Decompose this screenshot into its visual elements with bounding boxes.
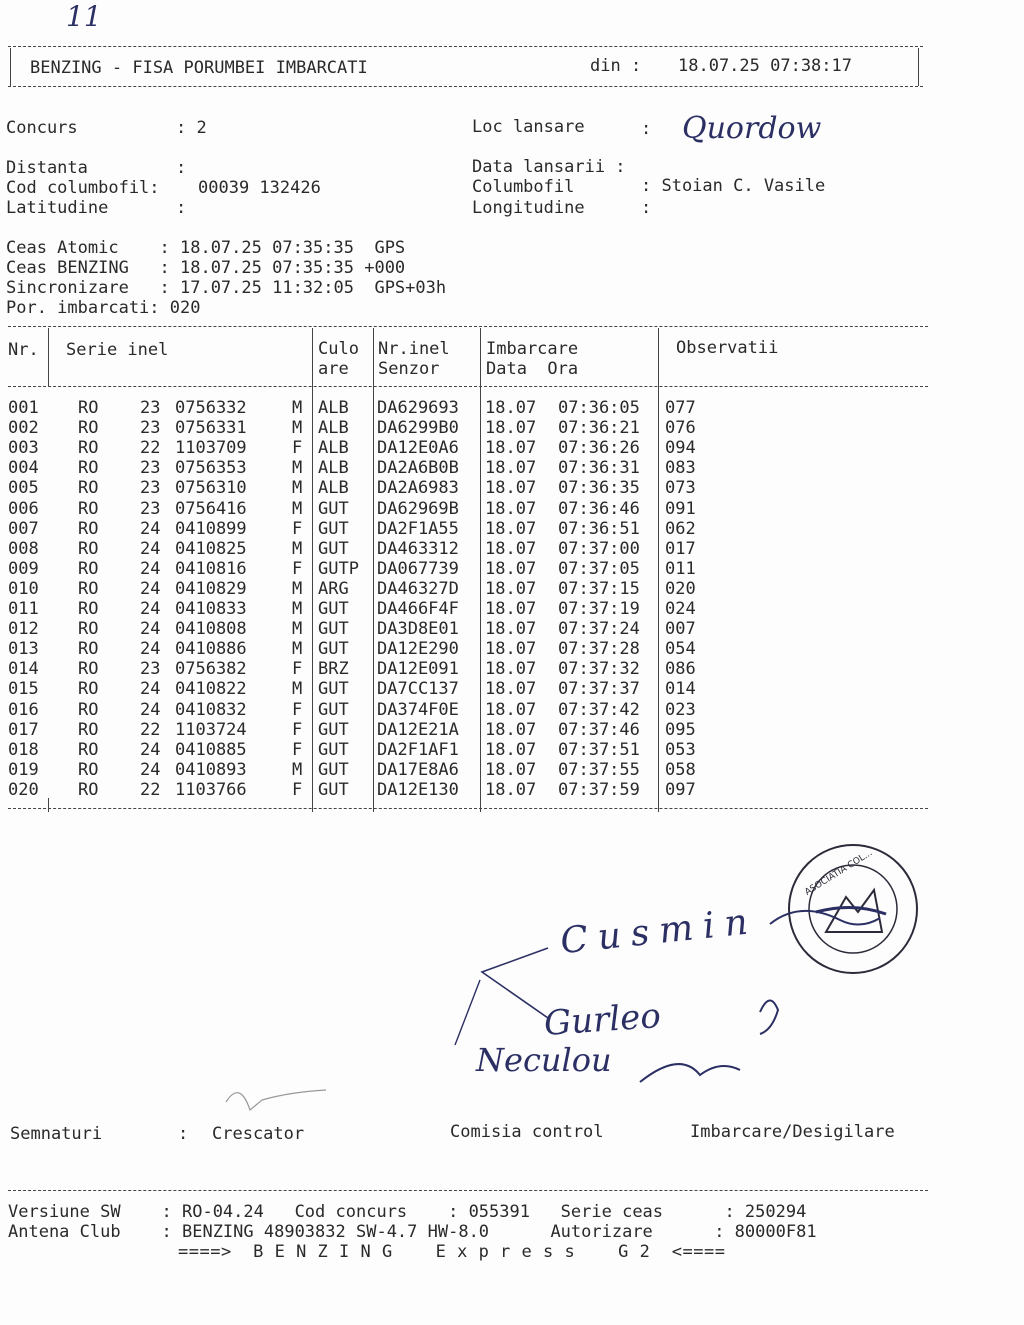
row-color: ALB: [318, 478, 349, 499]
row-sex: F: [292, 779, 303, 800]
row-country: RO: [78, 398, 99, 418]
row-nr: 006: [8, 498, 39, 519]
row-time: 07:37:28: [558, 639, 640, 660]
row-country: RO: [78, 418, 99, 439]
table-row: [0, 579, 960, 599]
row-observatii: 007: [665, 619, 696, 640]
row-country: RO: [78, 759, 99, 780]
row-color: GUT: [318, 538, 349, 559]
table-row: [0, 519, 960, 539]
col-header-observatii: Observatii: [676, 338, 779, 358]
row-observatii: 097: [665, 779, 696, 800]
row-date: 18.07: [485, 699, 537, 720]
row-sex: M: [292, 498, 303, 519]
col-header-culoare-1: Culo: [318, 339, 359, 359]
row-ring-number: 0410825: [175, 538, 247, 559]
row-year: 24: [140, 558, 161, 579]
row-nr: 007: [8, 518, 39, 539]
row-color: GUT: [318, 699, 349, 720]
footer-line-1: Versiune SW : RO-04.24 Cod concurs : 055391 Serie ceas : 250294: [8, 1202, 807, 1222]
row-nr: 016: [8, 699, 39, 720]
por-imbarcati: Por. imbarcati: 020: [6, 298, 201, 318]
row-sensor: DA3D8E01: [377, 619, 459, 640]
row-sensor: DA62969B: [377, 498, 459, 519]
row-observatii: 062: [665, 518, 696, 539]
row-date: 18.07: [485, 438, 537, 459]
table-row: [0, 659, 960, 679]
row-nr: 020: [8, 779, 39, 800]
row-year: 24: [140, 739, 161, 760]
row-sensor: DA374F0E: [377, 699, 459, 720]
row-nr: 011: [8, 599, 39, 619]
latitudine-label: Latitudine: [6, 198, 109, 218]
table-row: [0, 478, 960, 498]
signature-cusmin: Cusmin: [558, 900, 760, 963]
row-observatii: 054: [665, 639, 696, 660]
row-country: RO: [78, 719, 99, 740]
row-country: RO: [78, 438, 99, 459]
row-date: 18.07: [485, 599, 537, 619]
row-country: RO: [78, 739, 99, 760]
row-sex: M: [292, 578, 303, 599]
table-row: [0, 679, 960, 699]
table-row: [0, 599, 960, 619]
row-sex: M: [292, 759, 303, 780]
row-year: 23: [140, 478, 161, 499]
row-color: ALB: [318, 418, 349, 439]
col-header-data-ora: Data Ora: [486, 359, 579, 379]
row-country: RO: [78, 518, 99, 539]
row-color: ALB: [318, 458, 349, 479]
row-sex: M: [292, 458, 303, 479]
row-year: 22: [140, 719, 161, 740]
row-sensor: DA067739: [377, 558, 459, 579]
row-color: GUT: [318, 599, 349, 619]
semnaturi-sep: :: [178, 1124, 189, 1144]
table-row: [0, 740, 960, 760]
row-time: 07:37:00: [558, 538, 640, 559]
row-country: RO: [78, 659, 99, 680]
row-year: 24: [140, 679, 161, 700]
row-time: 07:36:46: [558, 498, 640, 519]
row-observatii: 073: [665, 478, 696, 499]
row-year: 22: [140, 779, 161, 800]
table-row: [0, 760, 960, 780]
row-time: 07:36:26: [558, 438, 640, 459]
association-stamp: [786, 842, 920, 976]
row-time: 07:36:21: [558, 418, 640, 439]
table-row: [0, 458, 960, 478]
row-sensor: DA12E130: [377, 779, 459, 800]
row-ring-number: 0756416: [175, 498, 247, 519]
row-date: 18.07: [485, 538, 537, 559]
table-row: [0, 539, 960, 559]
row-time: 07:37:46: [558, 719, 640, 740]
row-date: 18.07: [485, 719, 537, 740]
table-row: [0, 438, 960, 458]
row-time: 07:37:37: [558, 679, 640, 700]
table-row: [0, 398, 960, 418]
row-color: GUTP: [318, 558, 359, 579]
row-date: 18.07: [485, 418, 537, 439]
page-number-mark: 11: [66, 0, 102, 33]
row-sensor: DA463312: [377, 538, 459, 559]
row-observatii: 020: [665, 578, 696, 599]
row-color: GUT: [318, 679, 349, 700]
crescator-label: Crescator: [212, 1124, 305, 1144]
report-date-label: din :: [590, 56, 642, 76]
ceas-atomic: Ceas Atomic : 18.07.25 07:35:35 GPS: [6, 238, 406, 258]
row-country: RO: [78, 538, 99, 559]
row-sex: M: [292, 619, 303, 640]
row-date: 18.07: [485, 619, 537, 640]
row-time: 07:37:05: [558, 558, 640, 579]
row-ring-number: 0410832: [175, 699, 247, 720]
row-nr: 012: [8, 619, 39, 640]
row-country: RO: [78, 578, 99, 599]
row-nr: 013: [8, 639, 39, 660]
row-date: 18.07: [485, 398, 537, 418]
row-country: RO: [78, 619, 99, 640]
row-year: 23: [140, 398, 161, 418]
ceas-benzing: Ceas BENZING : 18.07.25 07:35:35 +000: [6, 258, 406, 278]
concurs-label: Concurs: [6, 118, 78, 138]
table-row: [0, 700, 960, 720]
row-year: 24: [140, 639, 161, 660]
table-row: [0, 499, 960, 519]
row-country: RO: [78, 458, 99, 479]
row-sensor: DA629693: [377, 398, 459, 418]
row-sensor: DA2A6B0B: [377, 458, 459, 479]
row-nr: 003: [8, 438, 39, 459]
row-country: RO: [78, 779, 99, 800]
row-ring-number: 1103709: [175, 438, 247, 459]
table-row: [0, 780, 960, 800]
row-observatii: 086: [665, 659, 696, 680]
row-sex: M: [292, 398, 303, 418]
row-sex: F: [292, 438, 303, 459]
columbofil-value: : Stoian C. Vasile: [641, 176, 826, 196]
row-color: GUT: [318, 739, 349, 760]
col-header-imbarcare: Imbarcare: [486, 339, 579, 359]
row-ring-number: 0410833: [175, 599, 247, 619]
row-nr: 017: [8, 719, 39, 740]
row-color: BRZ: [318, 659, 349, 680]
row-sex: M: [292, 679, 303, 700]
row-date: 18.07: [485, 759, 537, 780]
row-time: 07:37:19: [558, 599, 640, 619]
row-date: 18.07: [485, 739, 537, 760]
longitudine-sep: :: [641, 198, 652, 218]
report-date: 18.07.25 07:38:17: [678, 56, 852, 76]
row-nr: 010: [8, 578, 39, 599]
row-country: RO: [78, 498, 99, 519]
row-observatii: 058: [665, 759, 696, 780]
row-country: RO: [78, 599, 99, 619]
row-ring-number: 0410816: [175, 558, 247, 579]
loc-lansare-handwritten: Quordow: [682, 111, 822, 146]
row-ring-number: 0410899: [175, 518, 247, 539]
row-date: 18.07: [485, 659, 537, 680]
footer-divider: [8, 1190, 928, 1191]
imbarcare-label: Imbarcare/Desigilare: [690, 1122, 895, 1142]
loc-lansare-label: Loc lansare: [472, 117, 585, 137]
row-observatii: 083: [665, 458, 696, 479]
row-observatii: 024: [665, 599, 696, 619]
row-sensor: DA7CC137: [377, 679, 459, 700]
row-color: GUT: [318, 779, 349, 800]
row-sex: M: [292, 639, 303, 660]
row-sex: F: [292, 558, 303, 579]
row-sensor: DA2A6983: [377, 478, 459, 499]
row-year: 23: [140, 498, 161, 519]
footer-line-2: Antena Club : BENZING 48903832 SW-4.7 HW-8.0 Autorizare : 80000F81: [8, 1222, 817, 1242]
row-sex: M: [292, 478, 303, 499]
row-sex: M: [292, 538, 303, 559]
row-observatii: 095: [665, 719, 696, 740]
row-country: RO: [78, 558, 99, 579]
row-time: 07:37:59: [558, 779, 640, 800]
row-sensor: DA46327D: [377, 578, 459, 599]
row-time: 07:37:24: [558, 619, 640, 640]
row-color: GUT: [318, 719, 349, 740]
row-ring-number: 0756353: [175, 458, 247, 479]
row-ring-number: 0756310: [175, 478, 247, 499]
row-ring-number: 0410822: [175, 679, 247, 700]
row-year: 24: [140, 518, 161, 539]
row-time: 07:37:55: [558, 759, 640, 780]
latitudine-sep: :: [176, 198, 187, 218]
row-observatii: 011: [665, 558, 696, 579]
table-row: [0, 418, 960, 438]
row-year: 23: [140, 418, 161, 439]
row-nr: 014: [8, 659, 39, 680]
row-sensor: DA2F1AF1: [377, 739, 459, 760]
row-sex: F: [292, 699, 303, 720]
col-header-serie: Serie inel: [66, 340, 169, 360]
row-observatii: 017: [665, 538, 696, 559]
row-country: RO: [78, 639, 99, 660]
row-ring-number: 0410893: [175, 759, 247, 780]
row-sensor: DA17E8A6: [377, 759, 459, 780]
longitudine-label: Longitudine: [472, 198, 585, 218]
row-date: 18.07: [485, 578, 537, 599]
report-title: BENZING - FISA PORUMBEI IMBARCATI: [30, 58, 368, 78]
loc-lansare-sep: :: [641, 119, 652, 139]
row-year: 24: [140, 699, 161, 720]
stamp-text: ASOCIATIA COL...: [803, 848, 875, 898]
row-sex: M: [292, 418, 303, 439]
row-color: ALB: [318, 438, 349, 459]
col-header-senzor: Senzor: [378, 359, 440, 379]
row-nr: 018: [8, 739, 39, 760]
row-country: RO: [78, 478, 99, 499]
row-date: 18.07: [485, 458, 537, 479]
row-nr: 009: [8, 558, 39, 579]
col-header-culoare-2: are: [318, 359, 349, 379]
row-date: 18.07: [485, 679, 537, 700]
row-sensor: DA466F4F: [377, 599, 459, 619]
row-country: RO: [78, 679, 99, 700]
col-header-nrinel: Nr.inel: [378, 339, 450, 359]
table-row: [0, 559, 960, 579]
cod-columbofil-label: Cod columbofil:: [6, 178, 160, 198]
row-time: 07:36:35: [558, 478, 640, 499]
data-lansarii-label: Data lansarii :: [472, 157, 626, 177]
row-color: GUT: [318, 639, 349, 660]
row-ring-number: 1103724: [175, 719, 247, 740]
row-year: 24: [140, 759, 161, 780]
row-date: 18.07: [485, 498, 537, 519]
row-sensor: DA12E091: [377, 659, 459, 680]
row-observatii: 076: [665, 418, 696, 439]
row-year: 24: [140, 619, 161, 640]
row-ring-number: 0410829: [175, 578, 247, 599]
col-header-nr: Nr.: [8, 340, 39, 360]
columbofil-label: Columbofil: [472, 177, 575, 197]
row-time: 07:37:15: [558, 578, 640, 599]
row-date: 18.07: [485, 558, 537, 579]
row-observatii: 094: [665, 438, 696, 459]
row-nr: 019: [8, 759, 39, 780]
row-ring-number: 0756331: [175, 418, 247, 439]
distanta-label: Distanta: [6, 158, 88, 178]
row-observatii: 091: [665, 498, 696, 519]
row-ring-number: 0756332: [175, 398, 247, 418]
row-time: 07:36:51: [558, 518, 640, 539]
row-nr: 008: [8, 538, 39, 559]
table-row: [0, 619, 960, 639]
row-year: 23: [140, 659, 161, 680]
row-sex: F: [292, 739, 303, 760]
row-date: 18.07: [485, 779, 537, 800]
row-observatii: 053: [665, 739, 696, 760]
row-ring-number: 1103766: [175, 779, 247, 800]
row-date: 18.07: [485, 518, 537, 539]
row-time: 07:37:51: [558, 739, 640, 760]
row-ring-number: 0410886: [175, 639, 247, 660]
row-observatii: 014: [665, 679, 696, 700]
row-time: 07:37:42: [558, 699, 640, 720]
row-color: GUT: [318, 619, 349, 640]
row-color: GUT: [318, 518, 349, 539]
row-year: 22: [140, 438, 161, 459]
table-row: [0, 639, 960, 659]
row-ring-number: 0410808: [175, 619, 247, 640]
semnaturi-label: Semnaturi: [10, 1124, 103, 1144]
row-nr: 005: [8, 478, 39, 499]
row-date: 18.07: [485, 478, 537, 499]
sincronizare: Sincronizare : 17.07.25 11:32:05 GPS+03h: [6, 278, 447, 298]
signature-neculou: Neculou: [476, 1041, 612, 1079]
concurs-value: : 2: [176, 118, 207, 138]
row-nr: 015: [8, 679, 39, 700]
row-ring-number: 0756382: [175, 659, 247, 680]
row-time: 07:36:31: [558, 458, 640, 479]
row-year: 23: [140, 458, 161, 479]
row-observatii: 023: [665, 699, 696, 720]
row-observatii: 077: [665, 398, 696, 418]
row-color: GUT: [318, 759, 349, 780]
row-nr: 002: [8, 418, 39, 439]
row-color: GUT: [318, 498, 349, 519]
row-ring-number: 0410885: [175, 739, 247, 760]
row-sex: F: [292, 518, 303, 539]
row-time: 07:37:32: [558, 659, 640, 680]
row-sensor: DA12E21A: [377, 719, 459, 740]
row-color: ALB: [318, 398, 349, 418]
row-sensor: DA12E0A6: [377, 438, 459, 459]
row-sensor: DA6299B0: [377, 418, 459, 439]
footer-line-3: ====> B E N Z I N G E x p r e s s G 2 <====: [178, 1242, 726, 1262]
cod-columbofil-value: 00039 132426: [198, 178, 321, 198]
row-nr: 004: [8, 458, 39, 479]
row-sensor: DA2F1A55: [377, 518, 459, 539]
row-sex: M: [292, 599, 303, 619]
row-time: 07:36:05: [558, 398, 640, 418]
comisia-label: Comisia control: [450, 1122, 604, 1142]
row-date: 18.07: [485, 639, 537, 660]
row-sensor: DA12E290: [377, 639, 459, 660]
row-year: 24: [140, 538, 161, 559]
signature-gurleo: Gurleo: [542, 995, 663, 1045]
row-nr: 001: [8, 398, 39, 418]
row-color: ARG: [318, 578, 349, 599]
distanta-sep: :: [176, 158, 187, 178]
row-year: 24: [140, 578, 161, 599]
row-year: 24: [140, 599, 161, 619]
table-row: [0, 720, 960, 740]
row-country: RO: [78, 699, 99, 720]
row-sex: F: [292, 659, 303, 680]
row-sex: F: [292, 719, 303, 740]
